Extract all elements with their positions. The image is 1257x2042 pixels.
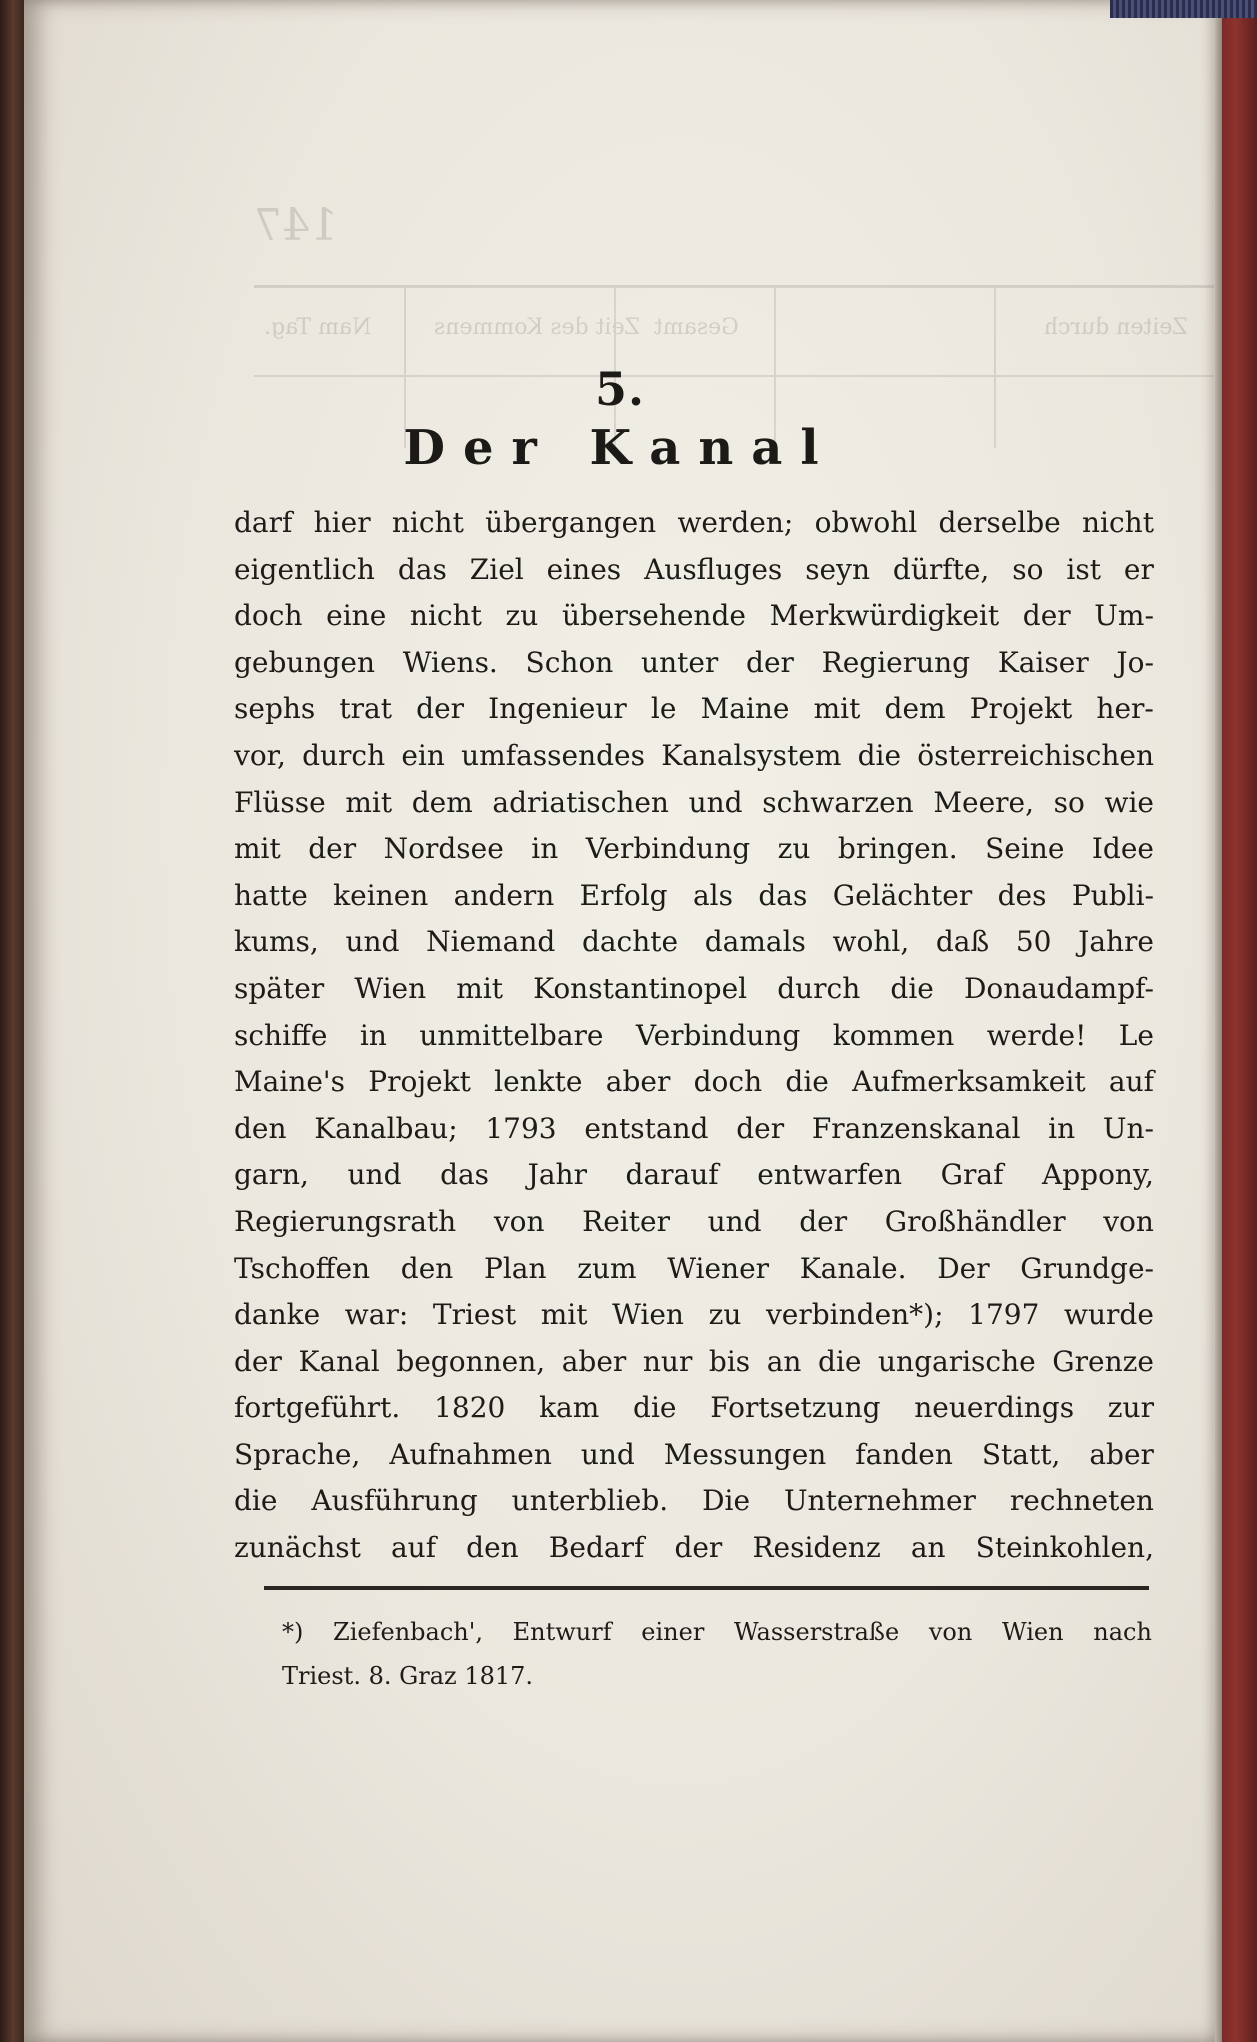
text-line: eigentlich das Ziel eines Ausfluges seyn dürfte, so ist er [234,552,1154,586]
text-line: vor, durch ein umfassendes Kanalsystem die österreichischen [234,738,1154,772]
footnote-line: *) Ziefenbach', Entwurf einer Wasserstraße von Wien nach [282,1618,1152,1646]
footnote-divider [264,1586,1149,1590]
text-line: den Kanalbau; 1793 entstand der Franzenskanal in Un- [234,1111,1154,1145]
chapter-number: 5. [594,362,646,416]
text-line: Tschoffen den Plan zum Wiener Kanale. Der Grundge- [234,1251,1154,1285]
text-line: doch eine nicht zu übersehende Merkwürdigkeit der Um- [234,599,1154,633]
text-line: darf hier nicht übergangen werden; obwohl derselbe nicht [234,506,1154,539]
body-text [234,500,1154,1572]
text-line: mit der Nordsee in Verbindung zu bringen. Seine Idee [234,832,1154,866]
text-line: danke war: Triest mit Wien zu verbinden*); 1797 wurde [234,1298,1154,1332]
text-line: Regierungsrath von Reiter und der Großhändler von [234,1204,1154,1238]
text-line: Flüsse mit dem adriatischen und schwarzen Meere, so wie [234,785,1154,819]
chapter-title: Der Kanal [403,420,837,476]
text-line: zunächst auf den Bedarf der Residenz an Steinkohlen, [234,1531,1154,1565]
text-line: garn, und das Jahr darauf entwarfen Graf Appony, [234,1158,1154,1192]
text-line: schiffe in unmittelbare Verbindung kommen werde! Le [234,1018,1154,1052]
left-binding [0,0,24,2042]
text-line: die Ausführung unterblieb. Die Unternehmer rechneten [234,1484,1154,1518]
text-line: sephs trat der Ingenieur le Maine mit dem Projekt her- [234,692,1154,726]
text-line: später Wien mit Konstantinopel durch die Donaudampf- [234,971,1154,1005]
right-binding [1222,0,1257,2042]
show-through: 147 Nam Tag. Zeit des Kommens Gesamt Zeiten durch [254,200,1234,460]
text-line: Maine's Projekt lenkte aber doch die Aufmerksamkeit auf [234,1065,1154,1099]
text-line: der Kanal begonnen, aber nur bis an die ungarische Grenze [234,1344,1154,1378]
text-line: Sprache, Aufnahmen und Messungen fanden Statt, aber [234,1437,1154,1471]
binding-ribbon [1110,0,1257,18]
text-line: hatte keinen andern Erfolg als das Gelächter des Publi- [234,878,1154,912]
book-page [24,0,1216,2042]
footnotes [282,1610,1152,1698]
text-line: kums, und Niemand dachte damals wohl, daß 50 Jahre [234,925,1154,959]
footnote-line: Triest. 8. Graz 1817. [282,1662,534,1690]
text-line: gebungen Wiens. Schon unter der Regierung Kaiser Jo- [234,645,1154,679]
text-line: fortgeführt. 1820 kam die Fortsetzung neuerdings zur [234,1391,1154,1425]
